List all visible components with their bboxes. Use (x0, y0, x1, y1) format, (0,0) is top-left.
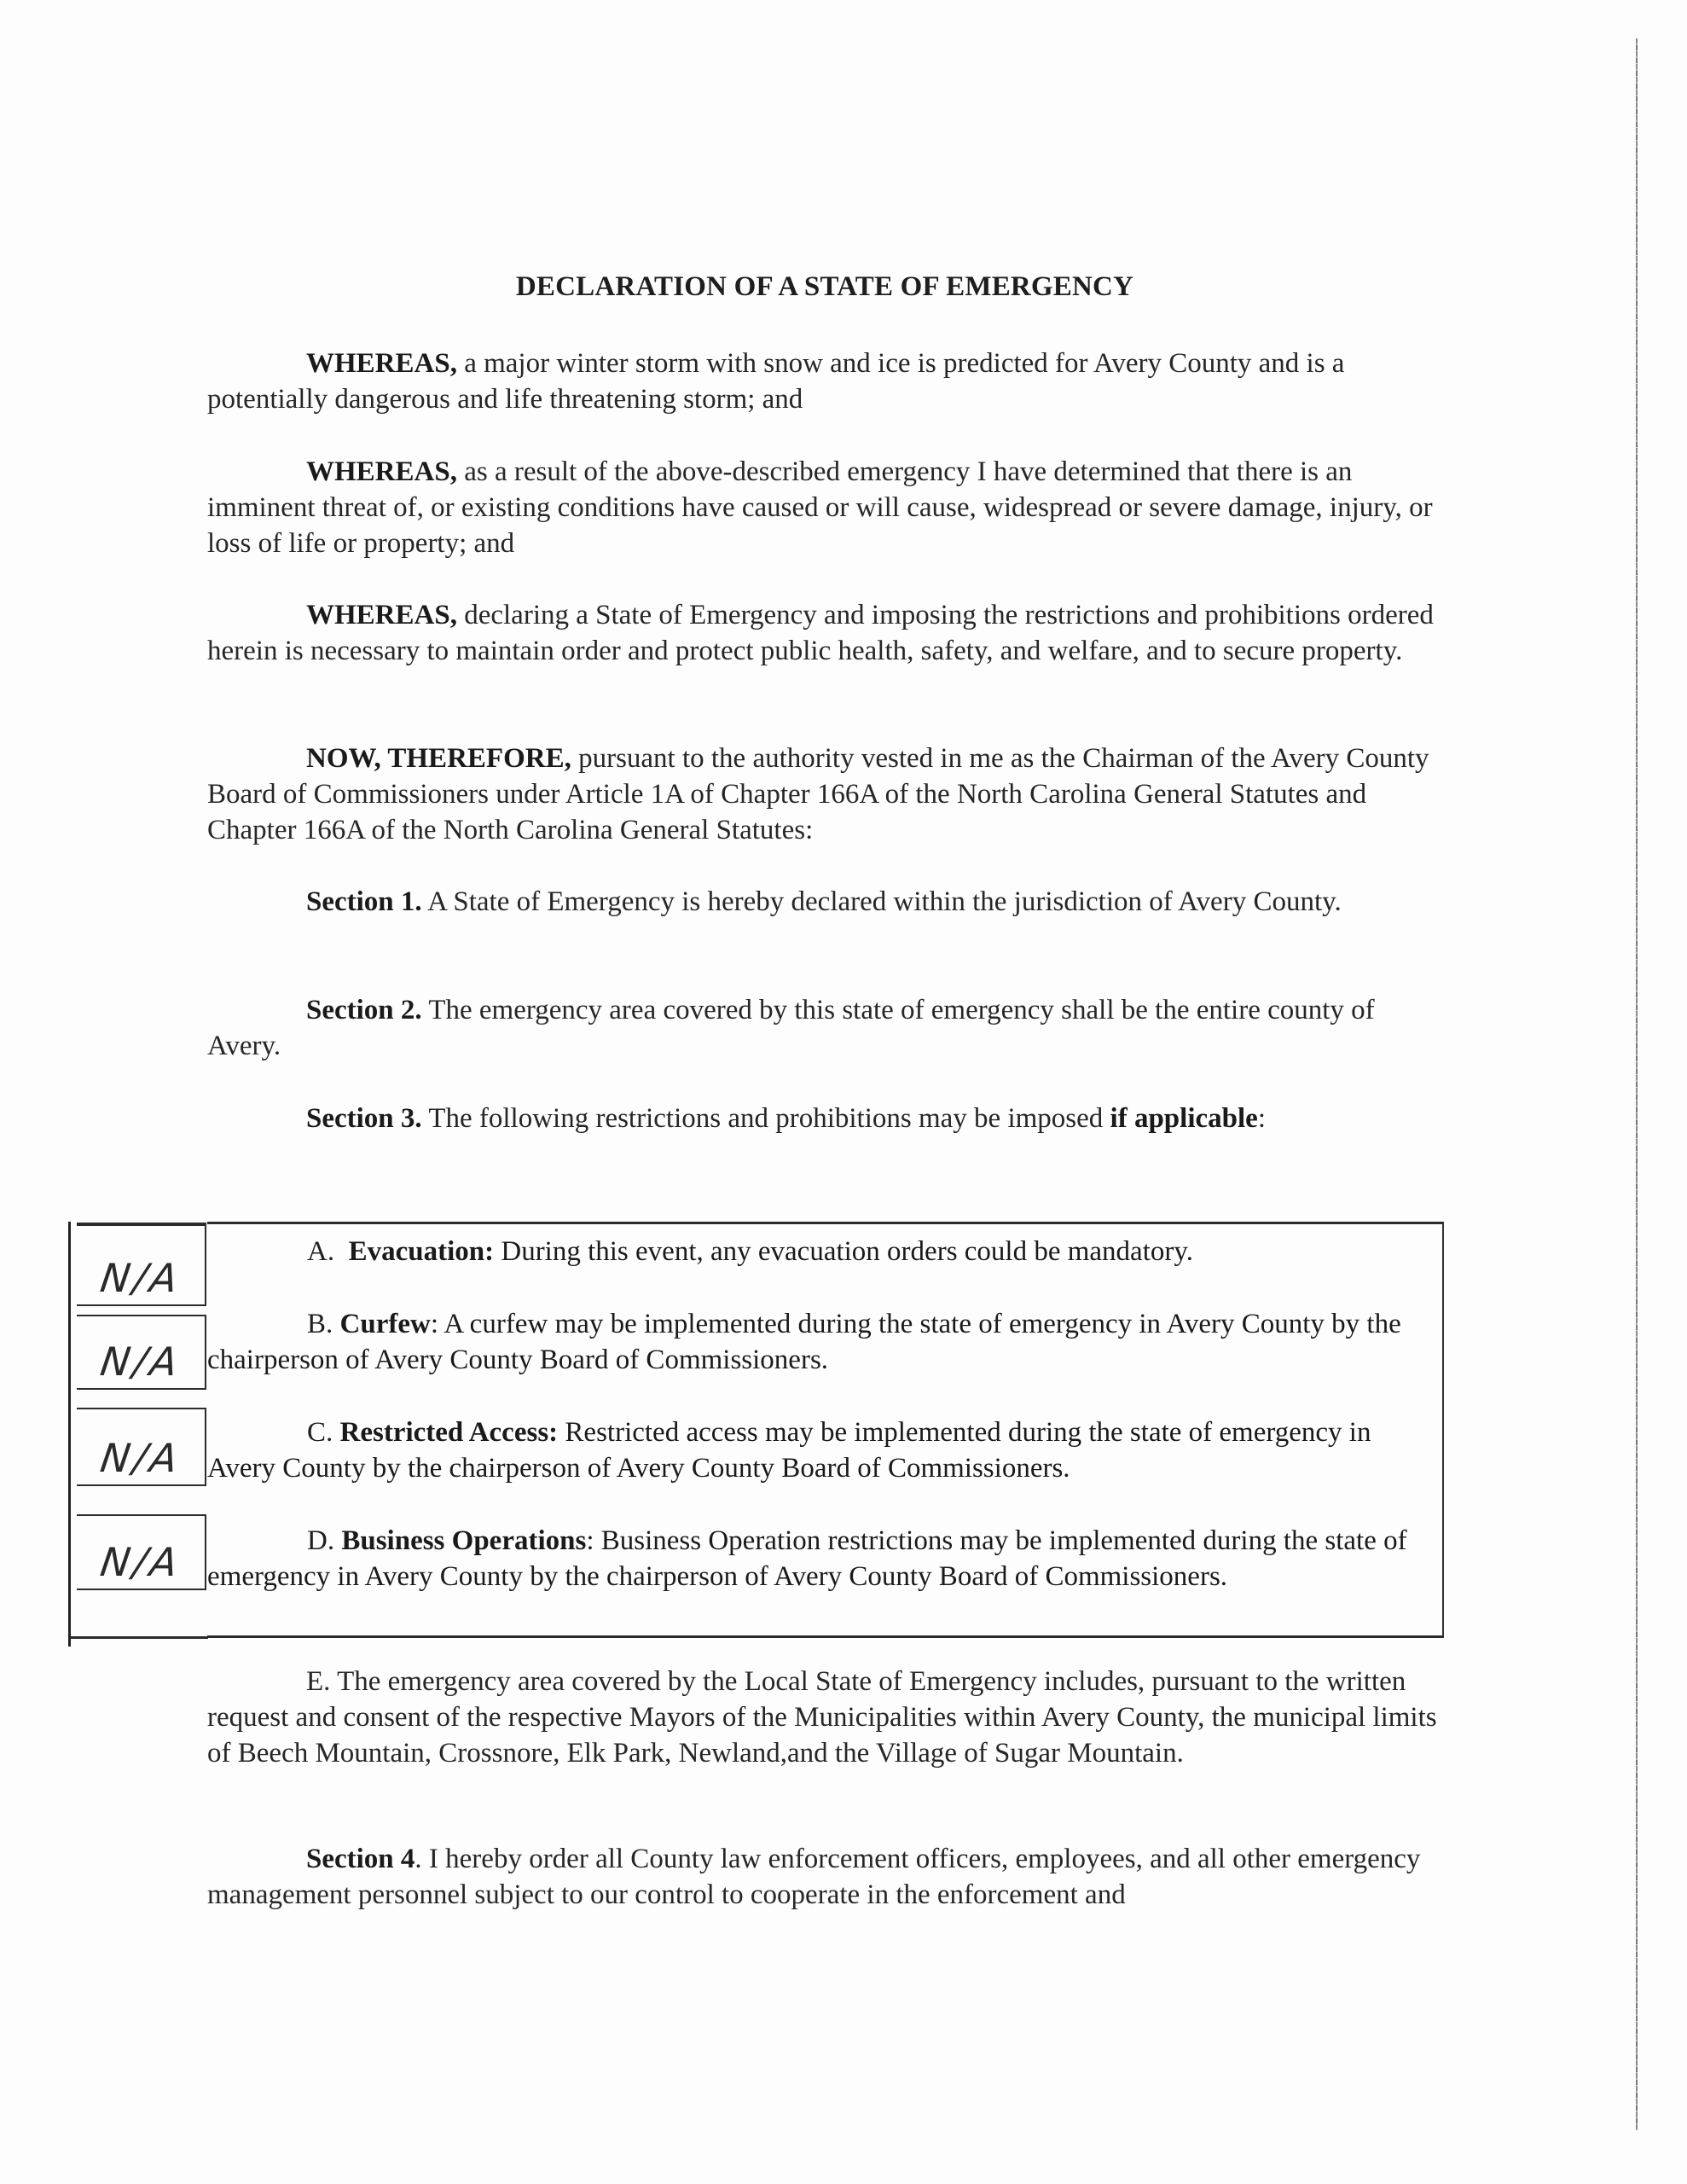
paragraph-text: declaring a State of Emergency and imposing the restrictions and prohibitions ordered herein is necessary to maintain order and protect public health, safety, and welfare, and to secure property. (207, 600, 1434, 666)
scan-edge-line (1636, 38, 1638, 2130)
paragraph-lead: Section 4 (306, 1844, 415, 1874)
paragraph-lead: Section 3. (306, 1103, 422, 1134)
paragraph-emphasis: if applicable (1110, 1103, 1258, 1134)
na-checkbox-c (77, 1408, 206, 1486)
paragraph-lead: Section 2. (306, 995, 422, 1025)
item-text: During this event, any evacuation orders could be mandatory. (494, 1236, 1193, 1267)
na-checkbox-b (77, 1315, 206, 1390)
item-letter: C. (307, 1417, 333, 1448)
whereas-paragraph-1 (207, 346, 1452, 417)
paragraph-text: A State of Emergency is hereby declared within the jurisdiction of Avery County. (421, 886, 1342, 917)
item-heading: Restricted Access: (339, 1417, 559, 1448)
na-checkbox-d (77, 1514, 206, 1590)
item-heading: Curfew (339, 1309, 431, 1339)
paragraph-text: a major winter storm with snow and ice is predicted for Avery County and is a potentially dangerous and life threatening storm; and (207, 348, 1345, 415)
paragraph-text: The emergency area covered by this state of emergency shall be the entire county of Avery. (207, 995, 1375, 1061)
restriction-item-a (207, 1234, 1435, 1269)
section-1-paragraph (207, 884, 1452, 920)
item-letter: B. (307, 1309, 333, 1339)
handwritten-na-mark: N/A (97, 1339, 184, 1385)
item-e-paragraph (207, 1664, 1452, 1771)
item-text: : A curfew may be implemented during the state of emergency in Avery County by the chairperson of Avery County Board of Commissioners. (207, 1309, 1401, 1375)
section-2-paragraph (207, 992, 1452, 1064)
document-title (0, 271, 1687, 303)
item-heading: Evacuation: (348, 1236, 495, 1267)
paragraph-text: pursuant to the authority vested in me as the Chairman of the Avery County Board of Commissioners under Article 1A of Chapter 166A of the North Carolina General Statutes and Chapter 166A of the North Carolina General Statutes: (207, 743, 1429, 845)
whereas-paragraph-3 (207, 597, 1452, 669)
item-text: : Business Operation restrictions may be implemented during the state of emergency in Avery County by the chairperson of Avery County Board of Commissioners. (207, 1525, 1407, 1592)
section-3-paragraph (207, 1101, 1452, 1136)
handwritten-na-mark: N/A (97, 1539, 184, 1585)
now-therefore-paragraph (207, 741, 1452, 848)
paragraph-lead: NOW, THEREFORE, (306, 743, 571, 774)
restriction-item-b (207, 1306, 1435, 1378)
paragraph-text: as a result of the above-described emergency I have determined that there is an imminent threat of, or existing conditions have caused or will cause, widespread or severe damage, injury, or loss of life or property; and (207, 456, 1433, 559)
handwritten-na-mark: N/A (97, 1435, 184, 1481)
paragraph-tail: : (1257, 1103, 1266, 1134)
paragraph-lead: WHEREAS, (306, 456, 457, 487)
paragraph-lead: WHEREAS, (306, 348, 457, 379)
restriction-item-c (207, 1414, 1435, 1486)
na-checkbox-a (77, 1223, 206, 1306)
paragraph-text: The emergency area covered by the Local State of Emergency includes, pursuant to the written request and consent of the respective Mayors of the Municipalities within Avery County, the municipal limits of Beech Mountain, Crossnore, Elk Park, Newland,and the Village of Sugar Mountain. (207, 1666, 1437, 1769)
item-text: Restricted access may be implemented during the state of emergency in Avery County by the chairperson of Avery County Board of Commissioners. (207, 1417, 1371, 1484)
item-letter: E. (306, 1666, 331, 1697)
paragraph-lead: WHEREAS, (306, 600, 457, 630)
restrictions-box-bottom-border (70, 1636, 208, 1639)
handwritten-na-mark: N/A (97, 1255, 184, 1301)
paragraph-text: The following restrictions and prohibitions may be imposed (421, 1103, 1110, 1134)
paragraph-text: . I hereby order all County law enforcement officers, employees, and all other emergency management personnel subject to our control to cooperate in the enforcement and (207, 1844, 1421, 1910)
restrictions-box-left-border (68, 1222, 71, 1647)
item-letter: D. (307, 1525, 335, 1556)
whereas-paragraph-2 (207, 454, 1452, 561)
restriction-item-d (207, 1523, 1435, 1594)
paragraph-lead: Section 1. (306, 886, 422, 917)
item-letter: A. (307, 1236, 335, 1267)
section-4-paragraph (207, 1841, 1452, 1913)
document-title-text: DECLARATION OF A STATE OF EMERGENCY (515, 271, 1134, 302)
item-heading: Business Operations (341, 1525, 587, 1556)
